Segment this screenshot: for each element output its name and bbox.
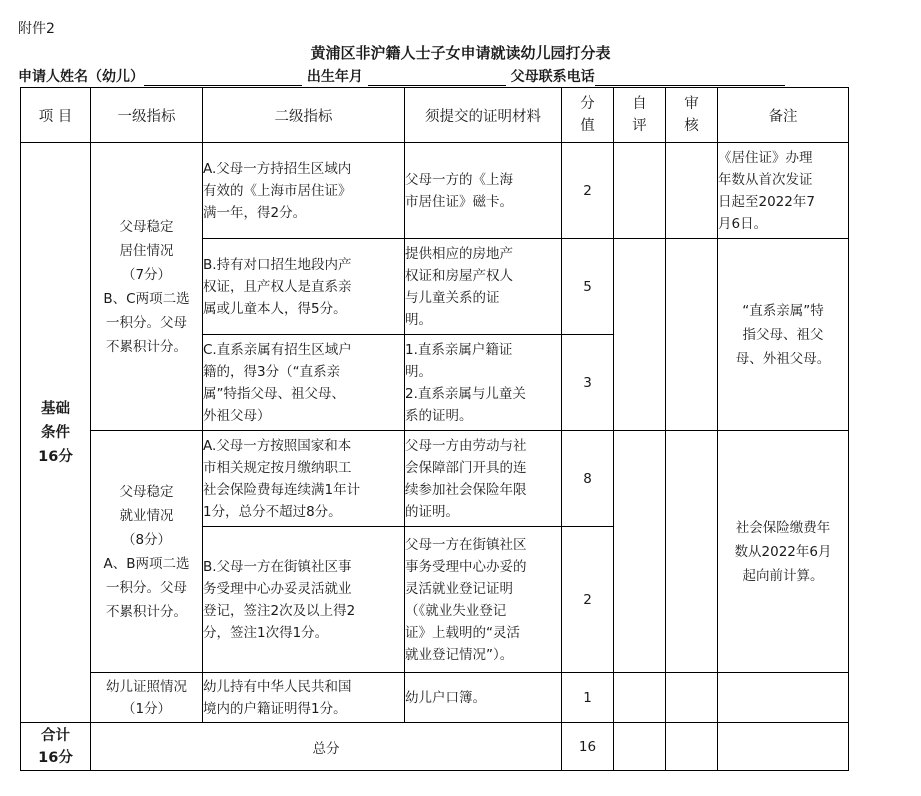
text-line: 1.直系亲属户籍证 (405, 341, 513, 358)
col-header-self-1: 自 (632, 96, 647, 112)
text-line: 社会保险缴费年 (735, 519, 831, 536)
text-line: 幼儿持有中华人民共和国 (203, 678, 352, 695)
residence-a-self-eval[interactable] (614, 143, 666, 239)
text-line: 提供相应的房地产 (405, 245, 513, 262)
residence-b-materials (405, 239, 562, 335)
text-line: 父母一方在街镇社区 (405, 536, 527, 553)
child-l1-b: （1分） (121, 700, 172, 717)
employment-l1-b: 就业情况 (119, 507, 174, 524)
text-line: B.父母一方在街镇社区事 (203, 558, 352, 575)
employment-a-criteria (203, 431, 405, 527)
employment-self-eval[interactable] (614, 431, 666, 673)
text-line: 系的证明。 (405, 407, 473, 424)
basic-label-1: 基础 (41, 400, 70, 417)
col-header-score-2: 值 (580, 118, 595, 134)
text-line: 起向前计算。 (742, 567, 824, 584)
text-line: 属”特指父母、祖父母、 (203, 385, 345, 402)
text-line: 数从2022年6月 (734, 543, 832, 560)
residence-a-materials (405, 143, 562, 239)
residence-a-remark (718, 143, 849, 239)
score-table (20, 87, 849, 771)
text-line: 母、外祖父母。 (735, 350, 831, 367)
text-line: A.父母一方持招生区域内 (203, 160, 352, 177)
residence-l1-a: 父母稳定 (119, 218, 174, 235)
employment-remark (718, 431, 849, 673)
total-label-2: 16分 (38, 749, 73, 766)
residence-bc-self-eval[interactable] (614, 239, 666, 431)
table-row (21, 673, 849, 723)
col-header-self (614, 88, 666, 143)
col-header-score (562, 88, 614, 143)
col-header-level1: 一级指标 (91, 88, 203, 143)
text-line: 年数从首次发证 (718, 171, 813, 188)
basic-label-2: 条件 (41, 424, 70, 441)
text-line: 与儿童关系的证 (405, 289, 500, 306)
attachment-label: 附件2 (18, 21, 55, 37)
employment-b-score: 2 (562, 527, 614, 673)
text-line: 续参加社会保险年限 (405, 481, 527, 498)
col-header-score-1: 分 (580, 96, 595, 112)
text-line: 日起至2022年7 (718, 193, 815, 210)
text-line: 父母一方的《上海 (405, 171, 513, 188)
residence-bc-remark (718, 239, 849, 431)
text-line: 《居住证》办理 (718, 149, 813, 166)
residence-b-score: 5 (562, 239, 614, 335)
text-line: 父母一方由劳动与社 (405, 437, 527, 454)
child-score: 1 (562, 673, 614, 723)
residence-c-criteria (203, 335, 405, 431)
residence-l1-e: 一积分。父母 (106, 314, 187, 331)
text-line: 灵活就业登记证明 (405, 580, 513, 597)
text-line: 证》上载明的“灵活 (405, 624, 520, 641)
col-header-remarks: 备注 (718, 88, 849, 143)
residence-l1-b: 居住情况 (119, 242, 174, 259)
employment-b-materials (405, 527, 562, 673)
total-label-cell (21, 723, 91, 771)
applicant-name-label: 申请人姓名（幼儿） (18, 69, 144, 85)
employment-b-criteria (203, 527, 405, 673)
text-line: 明。 (405, 363, 432, 380)
text-line: “直系亲属”特 (742, 302, 824, 319)
employment-l1-f: 不累积计分。 (106, 603, 187, 620)
text-line: 月6日。 (718, 215, 768, 232)
text-line: B.持有对口招生地段内产 (203, 256, 352, 273)
residence-l1-d: B、C两项二选 (103, 290, 190, 307)
text-line: C.直系亲属有招生区域户 (203, 341, 352, 358)
total-row (21, 723, 849, 771)
col-header-review-1: 审 (684, 96, 699, 112)
text-line: 属或儿童本人，得5分。 (203, 300, 347, 317)
text-line: 明。 (405, 311, 432, 328)
text-line: 权证，且产权人是直系亲 (203, 278, 352, 295)
child-materials: 幼儿户口簿。 (405, 673, 562, 723)
employment-level1-cell (91, 431, 203, 673)
child-review[interactable] (666, 673, 718, 723)
total-label-1: 合计 (41, 727, 70, 744)
employment-l1-d: A、B两项二选 (103, 555, 190, 572)
residence-c-score: 3 (562, 335, 614, 431)
col-header-level2: 二级指标 (203, 88, 405, 143)
employment-l1-e: 一积分。父母 (106, 579, 187, 596)
total-review[interactable] (666, 723, 718, 771)
applicant-name-field[interactable] (144, 70, 302, 86)
residence-level1-cell (91, 143, 203, 431)
residence-l1-f: 不累积计分。 (106, 338, 187, 355)
employment-l1-a: 父母稳定 (119, 483, 174, 500)
text-line: 就业登记情况”）。 (405, 646, 514, 663)
text-line: 市相关规定按月缴纳职工 (203, 459, 352, 476)
page-title: 黄浦区非沪籍人士子女申请就读幼儿园打分表 (310, 44, 611, 62)
child-level1-cell (91, 673, 203, 723)
text-line: 会保障部门开具的连 (405, 459, 527, 476)
birth-date-label: 出生年月 (306, 69, 363, 85)
residence-a-criteria (203, 143, 405, 239)
text-line: 2.直系亲属与儿童关 (405, 385, 526, 402)
text-line: 境内的户籍证明得1分。 (203, 700, 347, 717)
employment-review[interactable] (666, 431, 718, 673)
applicant-info-line (18, 66, 785, 86)
parent-phone-field[interactable] (595, 70, 785, 86)
total-self-eval[interactable] (614, 723, 666, 771)
col-header-materials: 须提交的证明材料 (405, 88, 562, 143)
text-line: 事务受理中心办妥的 (405, 558, 527, 575)
text-line: 分，签注1次得1分。 (203, 624, 329, 641)
child-criteria (203, 673, 405, 723)
text-line: 务受理中心办妥灵活就业 (203, 580, 352, 597)
basic-conditions-cell (21, 143, 91, 723)
total-text: 总分 (91, 723, 562, 771)
employment-a-score: 8 (562, 431, 614, 527)
child-l1-a: 幼儿证照情况 (106, 678, 187, 695)
col-header-review-2: 核 (684, 118, 699, 134)
text-line: 权证和房屋产权人 (405, 267, 513, 284)
text-line: 满一年，得2分。 (203, 204, 307, 221)
child-self-eval[interactable] (614, 673, 666, 723)
total-score: 16 (562, 723, 614, 771)
residence-a-score: 2 (562, 143, 614, 239)
residence-c-materials (405, 335, 562, 431)
birth-date-field[interactable] (368, 70, 506, 86)
table-row (21, 143, 849, 239)
total-remark (718, 723, 849, 771)
text-line: 有效的《上海市居住证》 (203, 182, 352, 199)
residence-bc-review[interactable] (666, 239, 718, 431)
text-line: 指父母、祖父 (742, 326, 824, 343)
text-line: （《就业失业登记 (405, 602, 507, 619)
text-line: 社会保险费每连续满1年计 (203, 481, 361, 498)
text-line: A.父母一方按照国家和本 (203, 437, 352, 454)
text-line: 登记，签注2次及以上得2 (203, 602, 356, 619)
employment-a-materials (405, 431, 562, 527)
col-header-item: 项 目 (21, 88, 91, 143)
employment-l1-c: （8分） (121, 531, 172, 548)
parent-phone-label: 父母联系电话 (510, 69, 595, 85)
table-row (21, 431, 849, 527)
col-header-review (666, 88, 718, 143)
residence-l1-c: （7分） (121, 266, 172, 283)
text-line: 市居住证》磁卡。 (405, 193, 513, 210)
text-line: 外祖父母） (203, 407, 271, 424)
table-header-row (21, 88, 849, 143)
text-line: 的证明。 (405, 503, 459, 520)
residence-a-review[interactable] (666, 143, 718, 239)
residence-b-criteria (203, 239, 405, 335)
basic-label-3: 16分 (38, 448, 73, 465)
text-line: 1分，总分不超过8分。 (203, 503, 342, 520)
col-header-self-2: 评 (632, 118, 647, 134)
child-remark (718, 673, 849, 723)
text-line: 籍的，得3分（“直系亲 (203, 363, 341, 380)
